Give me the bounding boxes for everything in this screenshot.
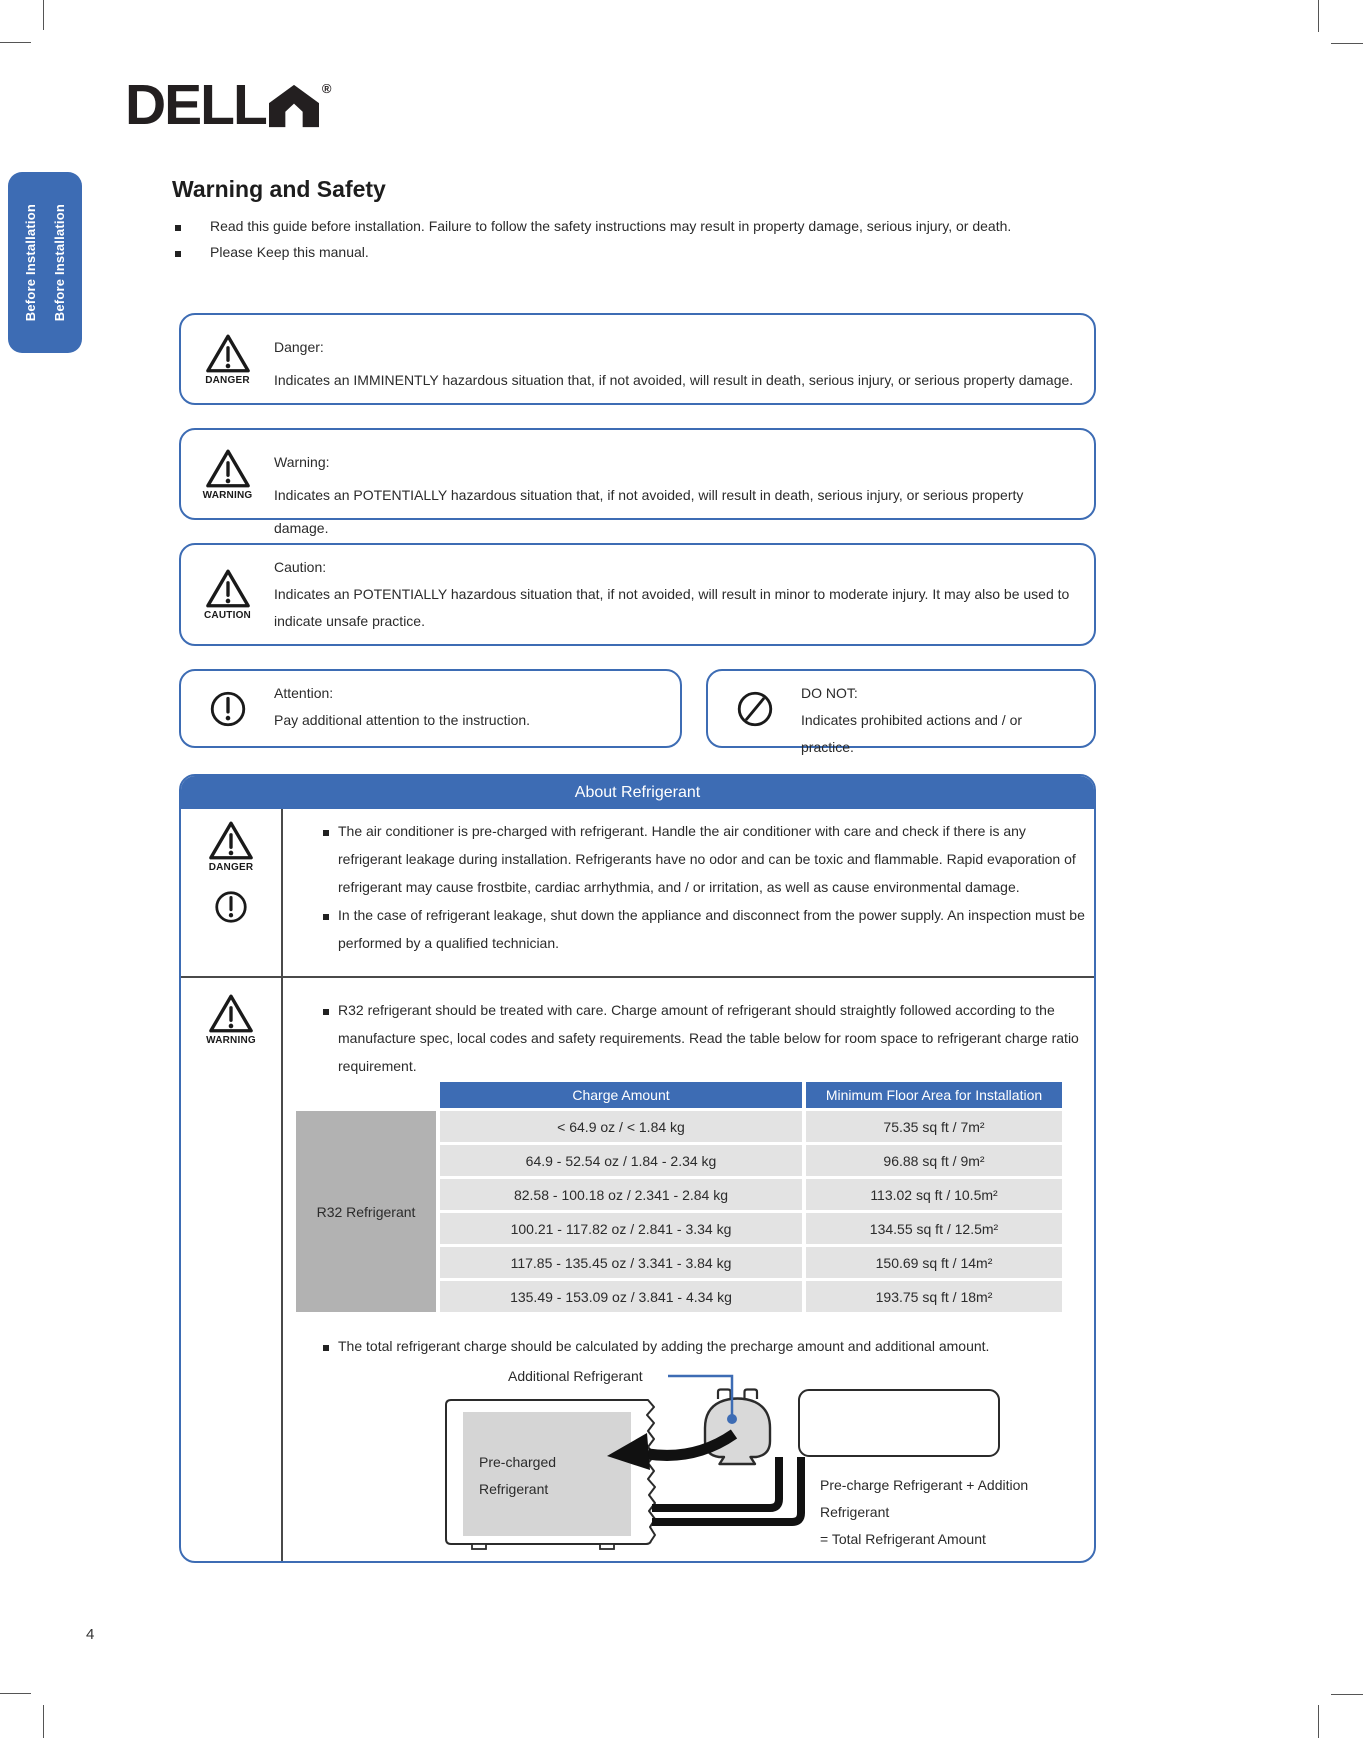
row-header-r32-refrigerant: R32 Refrigerant — [296, 1111, 436, 1312]
bullet-marker — [175, 213, 210, 239]
refrigerant-pipe — [652, 1457, 779, 1508]
unit-foot — [472, 1544, 486, 1549]
do-not-text — [801, 671, 1094, 755]
list-item — [323, 817, 1085, 901]
crop-mark — [0, 1693, 31, 1694]
warning-description: Indicates an POTENTIALLY hazardous situation that, if not avoided, will result in death, serious injury, or serious property damage. — [274, 487, 1024, 536]
warning-triangle-icon — [205, 568, 251, 609]
crop-mark — [1318, 1705, 1319, 1738]
warning-triangle-icon — [205, 333, 251, 374]
refrigerant-danger-bullets — [323, 817, 1085, 957]
about-refrigerant-section — [179, 774, 1096, 1563]
caution-description: Indicates an POTENTIALLY hazardous situation that, if not avoided, will result in minor to moderate injury. It may also be used to indicate unsafe practice. — [274, 586, 1070, 629]
cylinder-handle — [718, 1390, 731, 1400]
crop-mark — [1318, 0, 1319, 32]
caution-icon-label: CAUTION — [204, 610, 251, 621]
warning-icon-label: WARNING — [202, 489, 253, 501]
attention-circle-icon — [212, 888, 250, 926]
intro-bullet-list — [175, 213, 1105, 265]
refrigerant-charge-table — [292, 1079, 1066, 1315]
bullet-marker — [175, 239, 210, 265]
bullet-marker — [323, 817, 338, 901]
danger-title: Danger: — [274, 339, 324, 355]
about-refrigerant-header: About Refrigerant — [181, 776, 1094, 809]
total-amount-formula: Pre-charge Refrigerant + Addition Refrigerant = Total Refrigerant Amount — [820, 1477, 1029, 1547]
refrigerant-warning-bullets — [323, 996, 1085, 1080]
unit-foot — [600, 1544, 614, 1549]
indoor-unit-outline — [799, 1390, 999, 1456]
warning-alert-box — [179, 428, 1096, 536]
charge-cell: < 64.9 oz / < 1.84 kg — [440, 1111, 802, 1142]
do-not-box — [706, 669, 1096, 755]
list-item — [323, 901, 1085, 957]
prohibited-circle-slash-icon — [734, 688, 776, 730]
page-title: Warning and Safety — [172, 176, 386, 202]
area-cell: 134.55 sq ft / 12.5m² — [806, 1213, 1062, 1244]
attention-circle-icon — [207, 688, 249, 730]
attention-icon-group — [181, 888, 281, 926]
bullet-marker — [323, 996, 338, 1080]
attention-box — [179, 669, 682, 748]
list-item — [323, 996, 1085, 1080]
bullet-marker — [323, 901, 338, 957]
divider — [181, 976, 1094, 978]
list-item — [175, 213, 1105, 239]
area-cell: 113.02 sq ft / 10.5m² — [806, 1179, 1062, 1210]
callout-dot — [727, 1414, 737, 1424]
danger-alert-box — [179, 313, 1096, 405]
cylinder-handle — [745, 1390, 758, 1400]
precharged-refrigerant-label: Pre-charged Refrigerant — [479, 1454, 557, 1497]
logo-text: DELL — [125, 73, 266, 137]
sidebar-tab-before-installation — [8, 172, 82, 353]
bullet-text: R32 refrigerant should be treated with care. Charge amount of refrigerant should straightly followed according to the manufacture spec, local codes and safety requirements. Read the table below for room space to refrigerant charge ratio requirement. — [338, 1002, 1079, 1074]
bullet-marker — [323, 1332, 338, 1360]
danger-icon-group — [181, 820, 281, 873]
danger-description: Indicates an IMMINENTLY hazardous situation that, if not avoided, will result in death, serious injury, or serious property damage. — [274, 372, 1074, 388]
charge-cell: 117.85 - 135.45 oz / 3.341 - 3.84 kg — [440, 1247, 802, 1278]
crop-mark — [0, 42, 31, 43]
charge-cell: 64.9 - 52.54 oz / 1.84 - 2.34 kg — [440, 1145, 802, 1176]
warning-text — [274, 430, 1094, 536]
sidebar-tab-label: Before Installation — [22, 203, 38, 322]
warning-triangle-icon — [205, 448, 251, 489]
registered-mark: ® — [321, 81, 332, 96]
crop-mark — [1331, 43, 1363, 44]
intro-bullet-text: Read this guide before installation. Failure to follow the safety instructions may result in property damage, serious injury, or death. — [210, 218, 1012, 234]
caution-alert-box — [179, 543, 1096, 646]
attention-description: Pay additional attention to the instruction. — [274, 712, 531, 728]
della-logo — [125, 73, 332, 137]
area-cell: 193.75 sq ft / 18m² — [806, 1281, 1062, 1312]
danger-icon-label: DANGER — [208, 862, 254, 873]
crop-mark — [1331, 1694, 1363, 1695]
caution-title: Caution: — [274, 559, 327, 575]
additional-refrigerant-label: Additional Refrigerant — [508, 1368, 643, 1384]
attention-text — [274, 671, 680, 746]
danger-icon-label: DANGER — [205, 374, 250, 386]
warning-triangle-icon — [208, 993, 254, 1034]
page-number: 4 — [86, 1626, 95, 1643]
caution-text — [274, 545, 1094, 644]
danger-text — [274, 315, 1094, 403]
refrigerant-cylinder — [705, 1399, 770, 1465]
bullet-text: The air conditioner is pre-charged with refrigerant. Handle the air conditioner with care and check if there is any refrigerant leakage during installation. Refrigerants have no odor and can be toxic and flammable. Rapid evaporation of refrigerant may cause frostbite, cardiac arrhythmia, and / or irritation, as well as cause environmental damage. — [338, 823, 1076, 895]
warning-icon-label: WARNING — [206, 1035, 256, 1046]
do-not-icon-column — [708, 671, 801, 746]
crop-mark — [43, 0, 44, 30]
danger-icon-column — [181, 315, 274, 403]
area-cell: 75.35 sq ft / 7m² — [806, 1111, 1062, 1142]
charge-cell: 100.21 - 117.82 oz / 2.841 - 3.34 kg — [440, 1213, 802, 1244]
caution-icon-column — [181, 545, 274, 644]
charge-cell: 135.49 - 153.09 oz / 3.841 - 4.34 kg — [440, 1281, 802, 1312]
attention-title: Attention: — [274, 685, 334, 701]
area-cell: 150.69 sq ft / 14m² — [806, 1247, 1062, 1278]
area-cell: 96.88 sq ft / 9m² — [806, 1145, 1062, 1176]
intro-bullet-text: Please Keep this manual. — [210, 244, 369, 260]
do-not-description: Indicates prohibited actions and / or practice. — [801, 712, 1023, 755]
refrigerant-charge-diagram — [181, 1362, 1096, 1563]
charge-cell: 82.58 - 100.18 oz / 2.341 - 2.84 kg — [440, 1179, 802, 1210]
sidebar-tab-label: Before Installation — [52, 203, 68, 322]
warning-icon-column — [181, 430, 274, 518]
table-row — [296, 1111, 1062, 1142]
crop-mark — [43, 1705, 44, 1738]
table-header-row — [296, 1082, 1062, 1108]
column-header-min-floor-area: Minimum Floor Area for Installation — [806, 1082, 1062, 1108]
total-charge-bullet — [323, 1332, 1093, 1360]
warning-title: Warning: — [274, 454, 330, 470]
bullet-text: The total refrigerant charge should be calculated by adding the precharge amount and additional amount. — [338, 1338, 990, 1354]
attention-icon-column — [181, 671, 274, 746]
warning-triangle-icon — [208, 820, 254, 861]
bullet-text: In the case of refrigerant leakage, shut down the appliance and disconnect from the power supply. An inspection must be performed by a qualified technician. — [338, 907, 1085, 951]
logo-letter-a-icon — [269, 84, 319, 128]
warning-icon-group — [181, 993, 281, 1046]
do-not-title: DO NOT: — [801, 685, 858, 701]
column-header-charge-amount: Charge Amount — [440, 1082, 802, 1108]
list-item — [175, 239, 1105, 265]
